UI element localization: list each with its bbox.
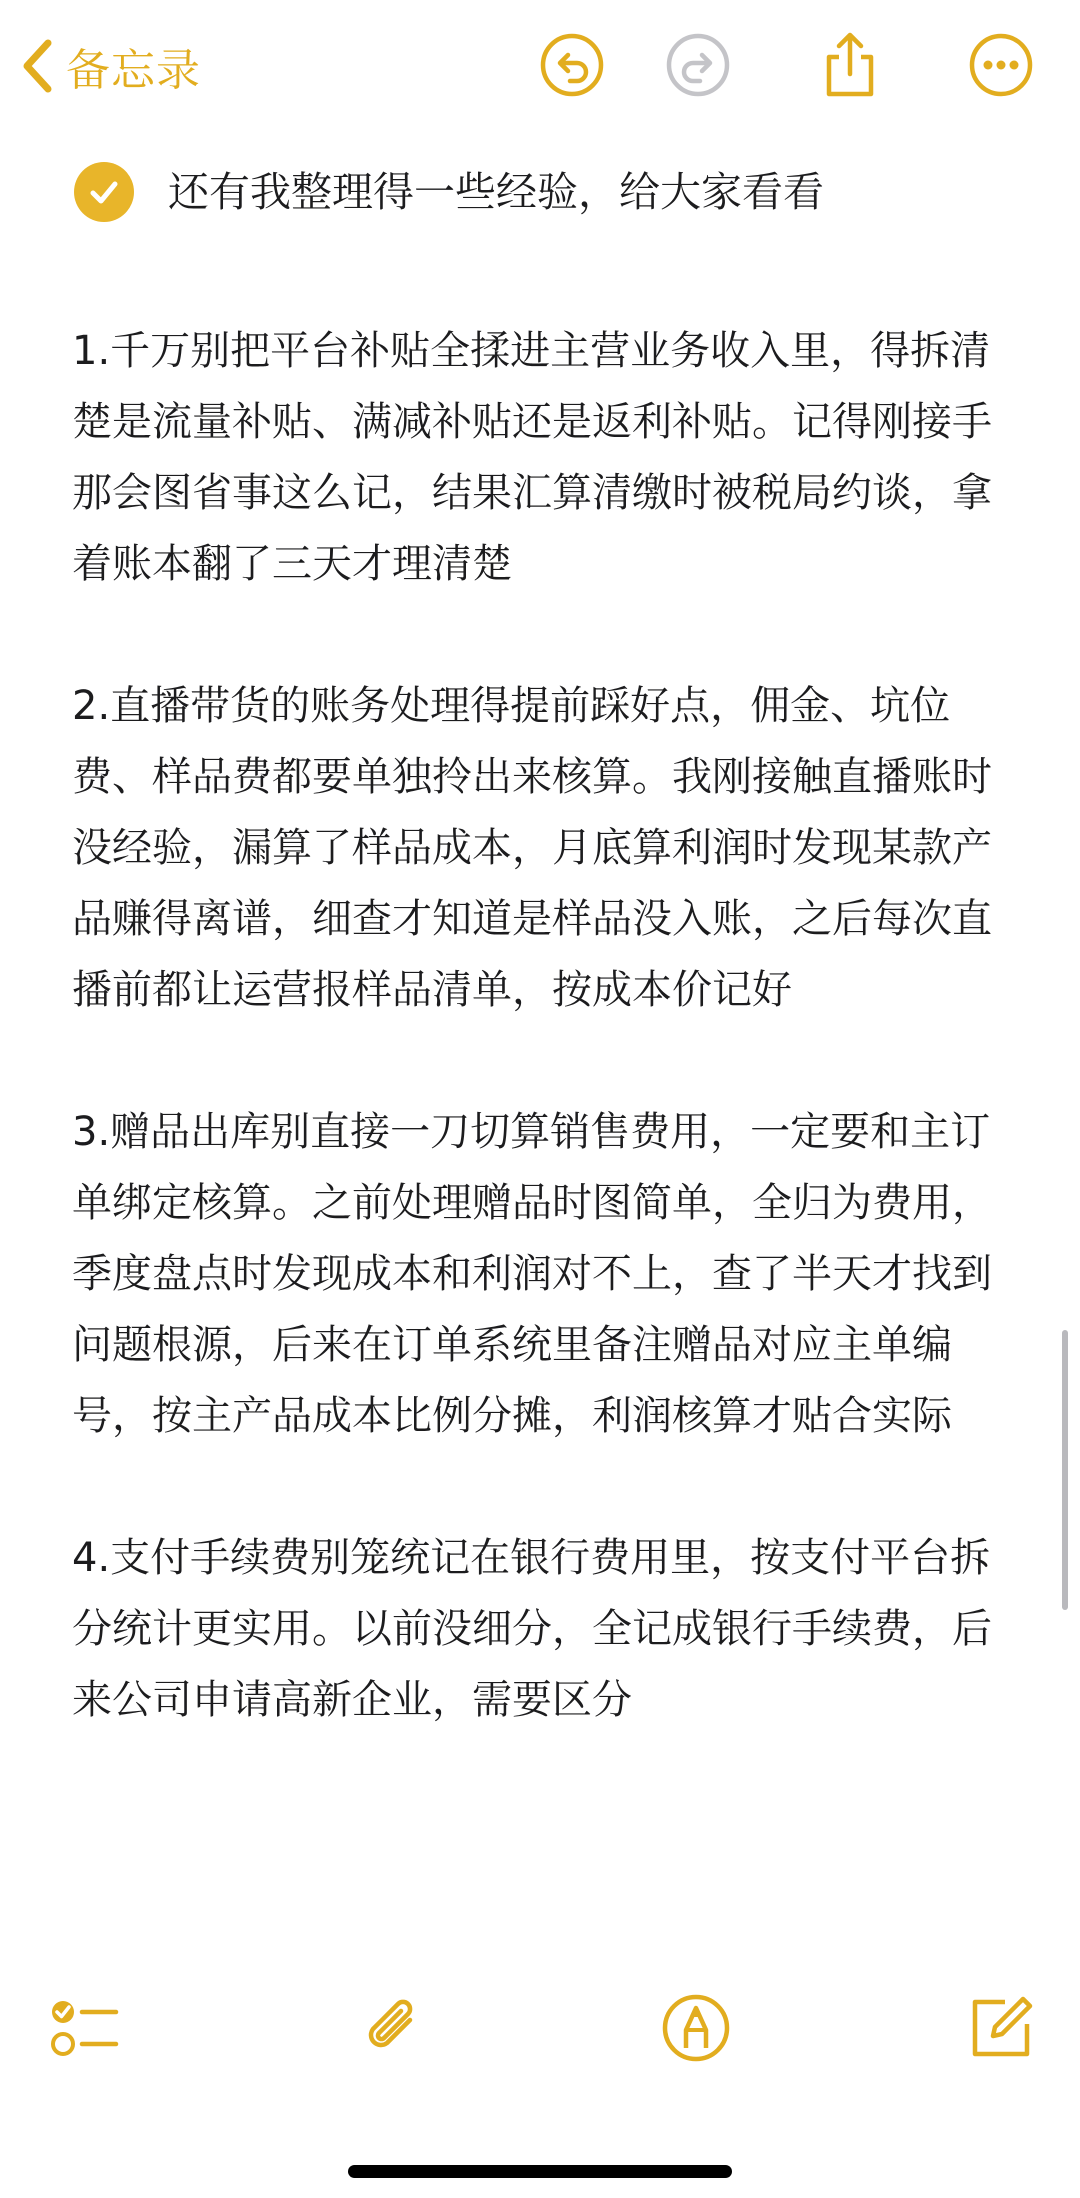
compose-button[interactable] [963, 1990, 1039, 2066]
share-button[interactable] [815, 30, 885, 100]
checklist-item[interactable] [74, 140, 1012, 244]
markup-button[interactable] [658, 1990, 734, 2066]
note-paragraph-3: 3.赠品出库别直接一刀切算销售费用，一定要和主订单绑定核算。之前处理赠品时图简单，全归为费用，季度盘点时发现成本和利润对不上，查了半天才找到问题根源，后来在订单系统里备注赠品对应主单编号，按主产品成本比例分摊，利润核算才贴合实际 [72, 1109, 992, 1439]
redo-icon [663, 30, 733, 100]
checklist-icon [46, 1990, 122, 2066]
pen-markup-icon [658, 1990, 734, 2066]
navigation-bar [0, 0, 1080, 130]
attachment-button[interactable] [356, 1990, 432, 2066]
more-button[interactable] [966, 30, 1036, 100]
note-body[interactable] [72, 140, 1012, 1736]
back-button[interactable] [22, 28, 201, 104]
checklist-button[interactable] [46, 1990, 122, 2066]
note-paragraph-4: 4.支付手续费别笼统记在银行费用里，按支付平台拆分统计更实用。以前没细分，全记成银行手续费，后来公司申请高新企业，需要区分 [72, 1535, 992, 1723]
more-icon [966, 30, 1036, 100]
home-indicator[interactable] [348, 2165, 732, 2178]
paperclip-icon [356, 1990, 432, 2066]
checked-circle-icon[interactable] [74, 162, 134, 222]
note-paragraph-2: 2.直播带货的账务处理得提前踩好点，佣金、坑位费、样品费都要单独拎出来核算。我刚接触直播账时没经验，漏算了样品成本，月底算利润时发现某款产品赚得离谱，细查才知道是样品没入账，之后每次直播前都让运营报样品清单，按成本价记好 [72, 683, 992, 1013]
note-paragraph-1: 1.千万别把平台补贴全揉进主营业务收入里，得拆清楚是流量补贴、满减补贴还是返利补贴。记得刚接手那会图省事这么记，结果汇算清缴时被税局约谈，拿着账本翻了三天才理清楚 [72, 328, 992, 587]
scroll-indicator[interactable] [1062, 1330, 1068, 1610]
chevron-left-icon [22, 39, 52, 93]
undo-button[interactable] [537, 30, 607, 100]
bottom-fade [0, 1905, 1080, 2198]
redo-button[interactable] [663, 30, 733, 100]
share-icon [815, 30, 885, 100]
back-label: 备忘录 [66, 45, 201, 96]
undo-icon [537, 30, 607, 100]
compose-icon [963, 1990, 1039, 2066]
checklist-item-text: 还有我整理得一些经验，给大家看看 [168, 167, 824, 216]
